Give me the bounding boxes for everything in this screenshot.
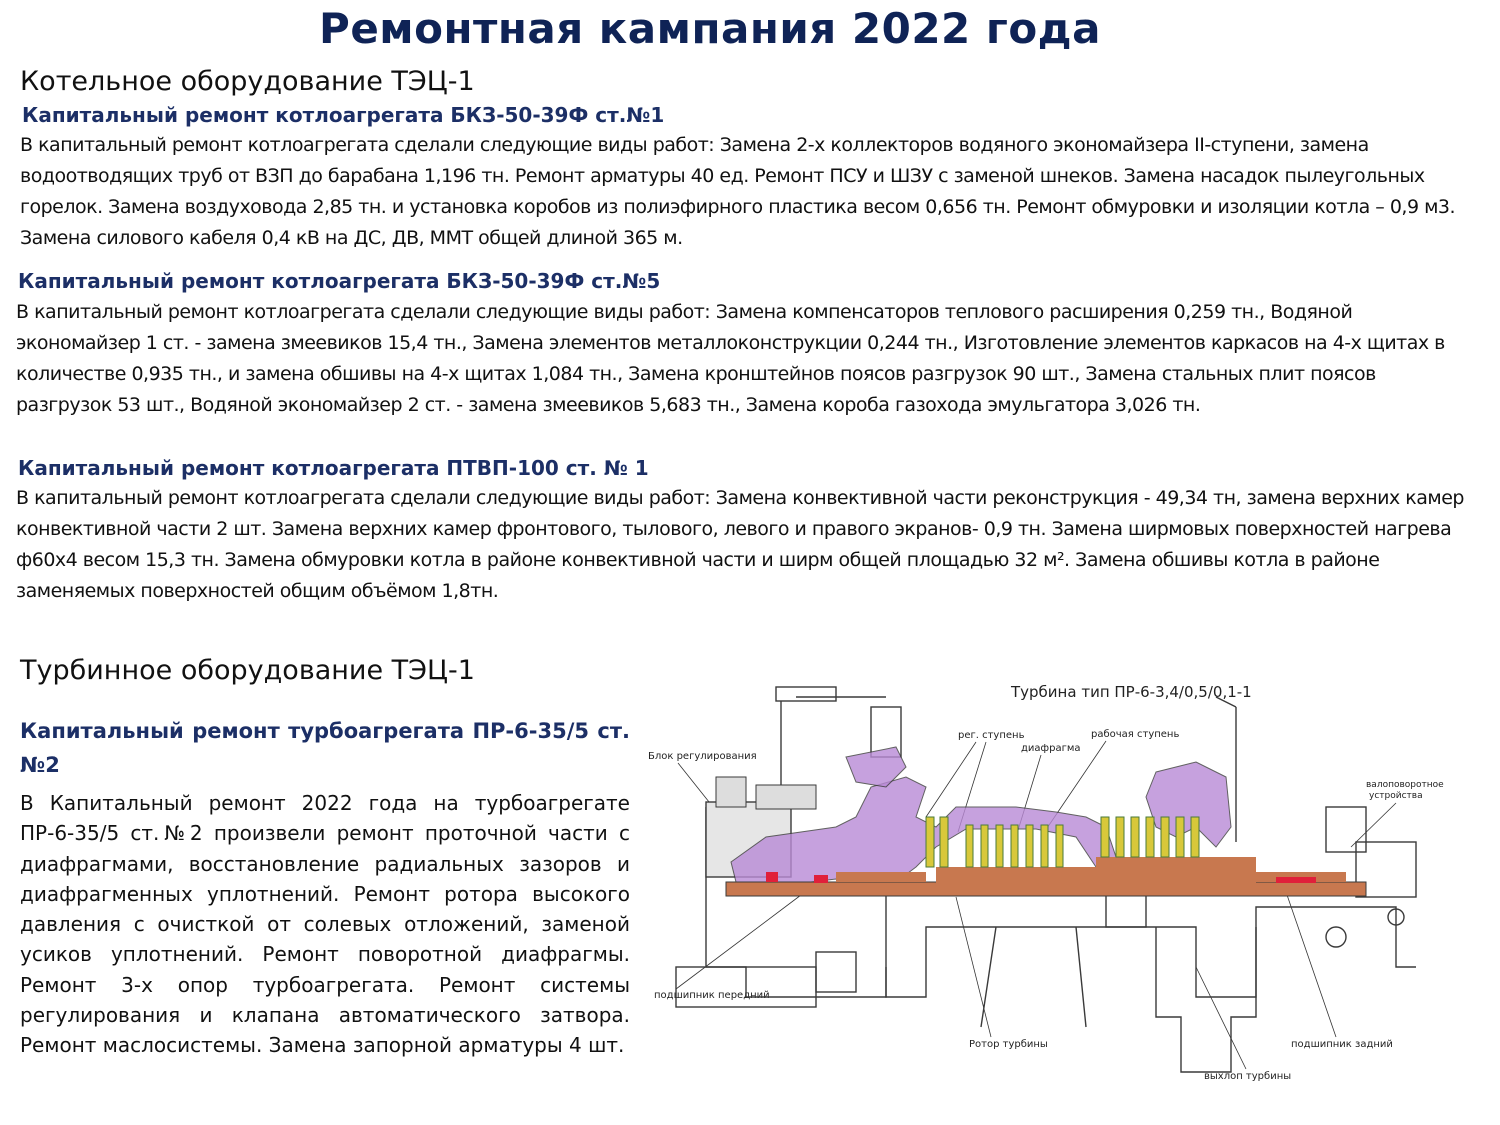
boiler-item-2-title: Капитальный ремонт котлоагрегата БКЗ-50-39Ф ст.№5 (18, 269, 661, 293)
diagram-title: Турбина тип ПР-6-3,4/0,5/0,1-1 (1011, 683, 1252, 701)
leader-rear-bearing (1286, 892, 1336, 1037)
turbine-item-title: Капитальный ремонт турбоагрегата ПР-6-35/5 ст.№2 (20, 719, 630, 777)
turbine-diagram (636, 667, 1456, 1087)
label-front-bearing: подшипник передний (654, 990, 770, 1001)
boiler-item-2-text: В капитальный ремонт котлоагрегата сделали следующие виды работ: Замена компенсаторов теплового расширения 0,259 тн., Водяной экономайзер 1 ст. - замена змеевиков 15,4 тн., Замена элементов металлоконструкции 0,244 тн., Изготовление элементов каркасов на 4-х щитах в количестве 0,935 тн., и замена обшивы на 4-х щитах 1,084 тн., Замена кронштейнов поясов разгрузок 90 шт., Замена стальных плит поясов разгрузок 53 шт., Водяной экономайзер 2 ст. - замена змеевиков 5,683 тн., Замена короба газохода эмульгатора 3,026 тн. (16, 301, 1445, 416)
turbine-section-heading: Турбинное оборудование ТЭЦ-1 (20, 655, 475, 686)
boiler-item-3-text: В капитальный ремонт котлоагрегата сделали следующие виды работ: Замена конвективной части реконструкция - 49,34 тн, замена верхних камер конвективной части 2 шт. Замена верхних камер фронтового, тылового, левого и правого экранов- 0,9 тн. Замена ширмовых поверхностей нагрева ф60х4 весом 15,3 тн. Замена обмуровки котла в районе конвективной части и ширм общей площадью 32 м². Замена обшивы котла в районе заменяемых поверхностей общим объёмом 1,8тн. (16, 487, 1464, 602)
page-title: Ремонтная кампания 2022 года (319, 4, 1101, 53)
leader-turning-gear (1351, 803, 1396, 847)
boiler-section-heading: Котельное оборудование ТЭЦ-1 (20, 66, 475, 97)
turbine-item-text: В Капитальный ремонт 2022 года на турбоагрегате ПР-6-35/5 ст.№2 произвели ремонт проточной части с диафрагмами, восстановление радиальных зазоров и диафрагменных уплотнений. Ремонт ротора высокого давления с очисткой от солевых отложений, заменой усиков уплотнений. Ремонт поворотной диафрагмы. Ремонт 3-х опор турбоагрегата. Ремонт системы регулирования и клапана автоматического затвора. Ремонт маслосистемы. Замена запорной арматуры 4 шт. (20, 791, 630, 1058)
label-rear-bearing: подшипник задний (1291, 1039, 1393, 1050)
boiler-item-1-text: В капитальный ремонт котлоагрегата сделали следующие виды работ: Замена 2-х коллекторов водяного экономайзера II-ступени, замена водоотводящих труб от ВЗП до барабана 1,196 тн. Ремонт арматуры 40 ед. Ремонт ПСУ и ШЗУ с заменой шнеков. Замена насадок пылеугольных горелок. Замена воздуховода 2,85 тн. и установка коробов из полиэфирного пластика весом 0,656 тн. Ремонт обмуровки и изоляции котла – 0,9 м3. Замена силового кабеля 0,4 кВ на ДС, ДВ, ММТ общей длиной 365 м. (20, 134, 1456, 249)
label-control-stage: рег. ступень (958, 730, 1025, 741)
leader-rotor (956, 897, 991, 1037)
label-turning-gear-1: валоповоротное (1366, 780, 1444, 790)
label-exhaust: выхлоп турбины (1204, 1071, 1292, 1082)
label-turning-gear-2: устройства (1369, 791, 1423, 801)
boiler-item-1-title: Капитальный ремонт котлоагрегата БКЗ-50-39Ф ст.№1 (22, 103, 665, 127)
leader-exhaust (1196, 967, 1246, 1069)
leader-control-stage (926, 742, 976, 817)
label-diaphragm: диафрагма (1021, 743, 1081, 754)
label-control-block: Блок регулирования (648, 751, 757, 762)
boiler-item-3-title: Капитальный ремонт котлоагрегата ПТВП-100 ст. № 1 (18, 456, 649, 480)
label-rotor: Ротор турбины (969, 1039, 1048, 1050)
leader-front-bearing (676, 895, 801, 989)
label-working-stage: рабочая ступень (1091, 729, 1180, 740)
